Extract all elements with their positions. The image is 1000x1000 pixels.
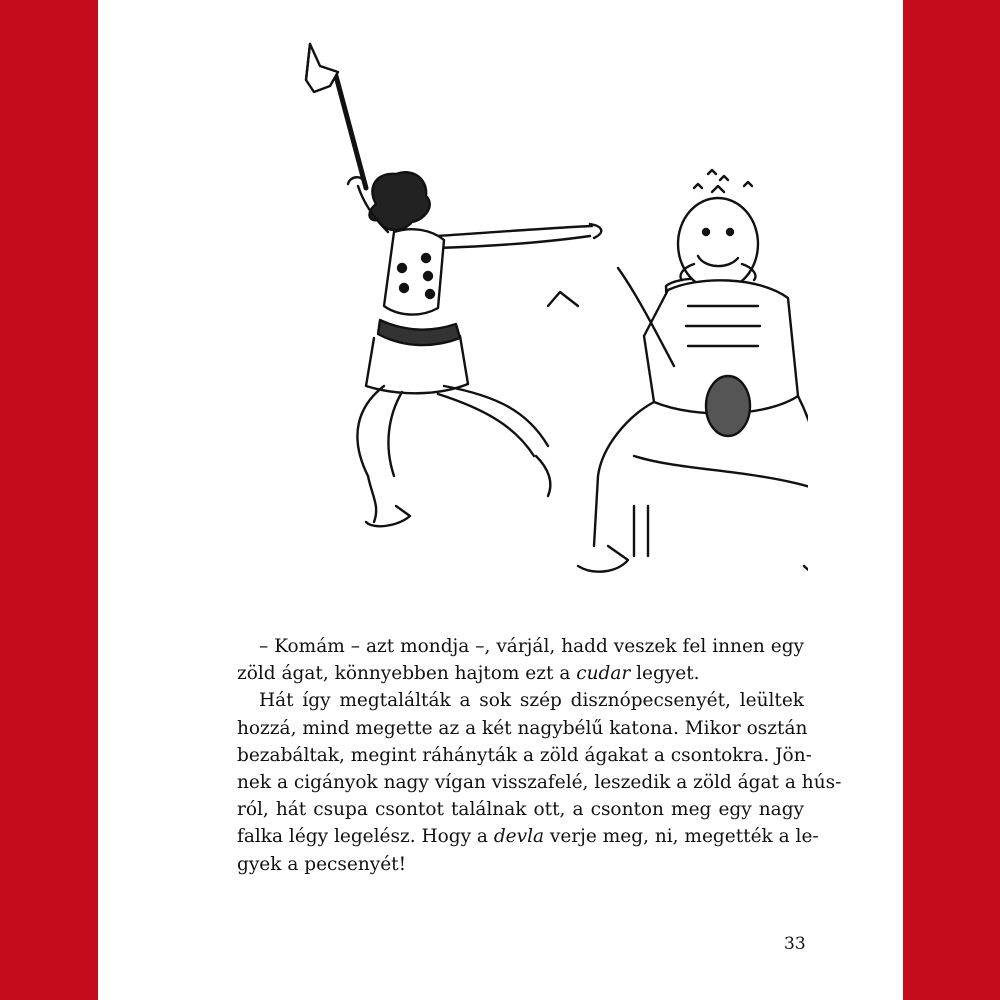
book-page xyxy=(98,0,903,1000)
text-line-1-1: hozzá, mind megette az a két nagybélű katona. Mikor osztán xyxy=(237,717,808,739)
text-line-1-5 xyxy=(237,823,819,850)
text-run: legyet. xyxy=(630,663,700,685)
page-number: 33 xyxy=(784,934,806,954)
story-text xyxy=(237,633,842,878)
text-line-1-4: ról, hát csupa csontot találnak ott, a csonton meg egy nagy xyxy=(237,799,804,821)
ink-illustration xyxy=(198,36,808,602)
text-line-1-0: Hát így megtalálták a sok szép disznópecsenyét, leültek xyxy=(259,690,804,712)
text-run: falka légy legelész. Hogy a xyxy=(237,826,494,848)
italic-word-devla: devla xyxy=(493,826,545,848)
text-line-1-3: nek a cigányok nagy vígan visszafelé, leszedik a zöld ágat a hús- xyxy=(237,771,842,793)
text-line-0-0: – Komám – azt mondja –, várjál, hadd veszek fel innen egy xyxy=(259,636,804,657)
text-line-1-2: bezabáltak, megint ráhányták a zöld ágakat a csontokra. Jön- xyxy=(237,744,812,766)
text-line-1-6: gyek a pecsenyét! xyxy=(237,853,407,875)
italic-word-cudar: cudar xyxy=(576,663,631,685)
paragraph-0 xyxy=(237,633,804,687)
paragraph-1 xyxy=(237,687,842,877)
text-run: verje meg, ni, megették a le- xyxy=(544,826,819,848)
text-line-0-1 xyxy=(237,660,804,687)
text-run: zöld ágat, könnyebben hajtom ezt a xyxy=(237,663,577,685)
